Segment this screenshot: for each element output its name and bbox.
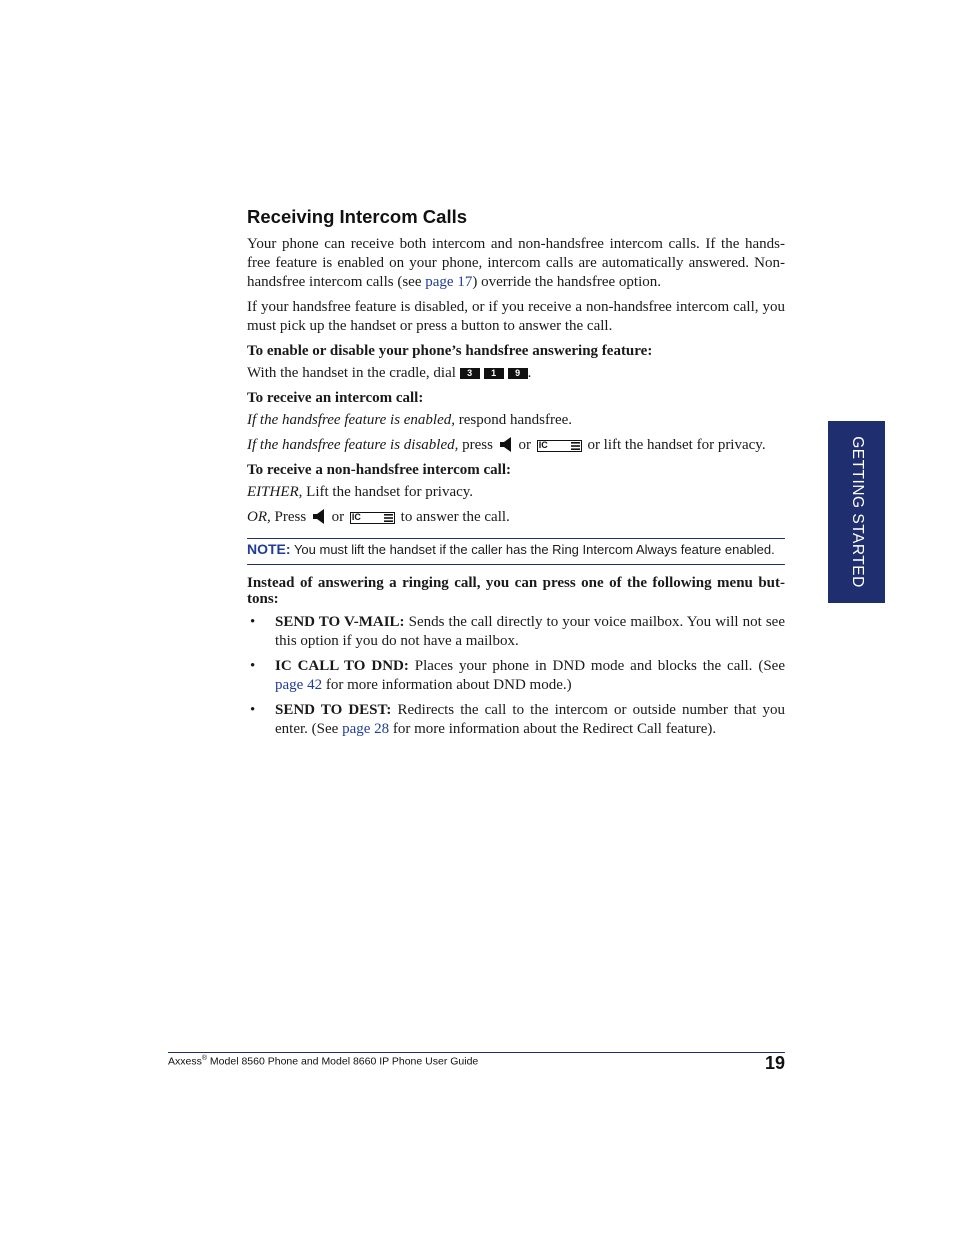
press-text: press — [458, 437, 497, 453]
page-42-link[interactable]: page 42 — [275, 677, 323, 693]
either-text: Lift the handset for privacy. — [302, 484, 474, 500]
registered-mark: ® — [201, 1055, 208, 1062]
enabled-condition: If the handsfree feature is enabled, — [247, 412, 456, 428]
speaker-icon — [312, 508, 326, 525]
page-17-link[interactable]: page 17 — [425, 274, 473, 290]
key-1: 1 — [484, 368, 504, 379]
intro-paragraph-2: If your handsfree feature is disabled, or if you receive a non-handsfree intercom call, you must pick up the handset or press a button to answer the call. — [247, 299, 785, 334]
option-name: IC CALL TO DND: — [275, 658, 409, 674]
bullet: • — [250, 658, 256, 674]
intro-paragraph-1 — [247, 235, 785, 292]
either-label: EITHER, — [247, 484, 303, 500]
ic-button-icon — [350, 512, 395, 524]
section-title: Receiving Intercom Calls — [247, 206, 468, 227]
disabled-end-text: or lift the handset for privacy. — [583, 437, 766, 453]
receive-nonhandsfree-heading: To receive a non-handsfree intercom call: — [247, 462, 511, 478]
either-step — [247, 483, 785, 502]
footer-rule — [168, 1052, 785, 1053]
enable-feature-step — [247, 364, 785, 383]
option-description-end: for more information about DND mode.) — [322, 677, 572, 693]
intro-text: Your phone can receive both intercom and non-handsfree intercom calls. If the hands-free feature is enabled on your phone, intercom calls are automatically answered. Non-handsfree intercom calls (see — [247, 236, 785, 290]
page-number: 19 — [764, 1053, 785, 1073]
footer-brand: Axxess — [168, 1055, 202, 1068]
bullet: • — [250, 702, 256, 718]
footer-guide-title — [168, 1055, 478, 1068]
ic-label: IC — [538, 439, 548, 450]
ic-button-icon — [537, 440, 582, 452]
or-press-text: Press — [270, 509, 310, 525]
option-description-end: for more information about the Redirect Call feature). — [389, 721, 717, 737]
key-3: 3 — [460, 368, 480, 379]
option-description: Sends the call directly to your voice mailbox. You will not see this option if you do not have a mailbox. — [275, 614, 785, 649]
or-label: OR, — [247, 509, 271, 525]
speaker-icon — [499, 436, 513, 453]
intro-text-end: ) override the handsfree option. — [472, 274, 662, 290]
page-content — [247, 205, 785, 745]
list-item — [247, 613, 785, 651]
period: . — [527, 365, 532, 381]
note-label: NOTE: — [247, 541, 291, 557]
option-description: Places your phone in DND mode and blocks the call. (See — [408, 658, 785, 674]
bullet: • — [250, 614, 256, 630]
option-name: SEND TO DEST: — [275, 702, 392, 718]
disabled-condition: If the handsfree feature is disabled, — [247, 437, 459, 453]
page-28-link[interactable]: page 28 — [342, 721, 390, 737]
list-item — [247, 657, 785, 695]
or-word: or — [327, 509, 348, 525]
or-text: or — [514, 437, 535, 453]
enable-feature-heading: To enable or disable your phone’s handsfree answering feature: — [247, 343, 653, 359]
footer-text: Model 8560 Phone and Model 8660 IP Phone User Guide — [207, 1055, 479, 1068]
menu-lines-icon — [384, 514, 393, 522]
key-9: 9 — [508, 368, 528, 379]
handsfree-disabled-step — [247, 436, 785, 455]
option-description: Redirects the call to the intercom or outside number that you enter. (See — [275, 702, 785, 737]
option-name: SEND TO V-MAIL: — [275, 614, 405, 630]
enabled-action: respond handsfree. — [455, 412, 573, 428]
menu-lines-icon — [571, 442, 580, 450]
handsfree-enabled-step — [247, 411, 785, 430]
or-end-text: to answer the call. — [396, 509, 510, 525]
list-item — [247, 701, 785, 739]
section-side-tab — [828, 421, 885, 603]
side-tab-label: GETTING STARTED — [848, 436, 866, 588]
note-box — [247, 538, 785, 565]
menu-buttons-list — [247, 613, 785, 739]
enable-feature-text: With the handset in the cradle, dial — [247, 365, 460, 381]
note-text: You must lift the handset if the caller has the Ring Intercom Always feature enabled. — [290, 542, 775, 557]
receive-intercom-heading: To receive an intercom call: — [247, 390, 424, 406]
or-step — [247, 508, 785, 527]
ic-label: IC — [351, 511, 361, 522]
menu-buttons-heading: Instead of answering a ringing call, you can press one of the following menu but-tons: — [247, 575, 785, 607]
